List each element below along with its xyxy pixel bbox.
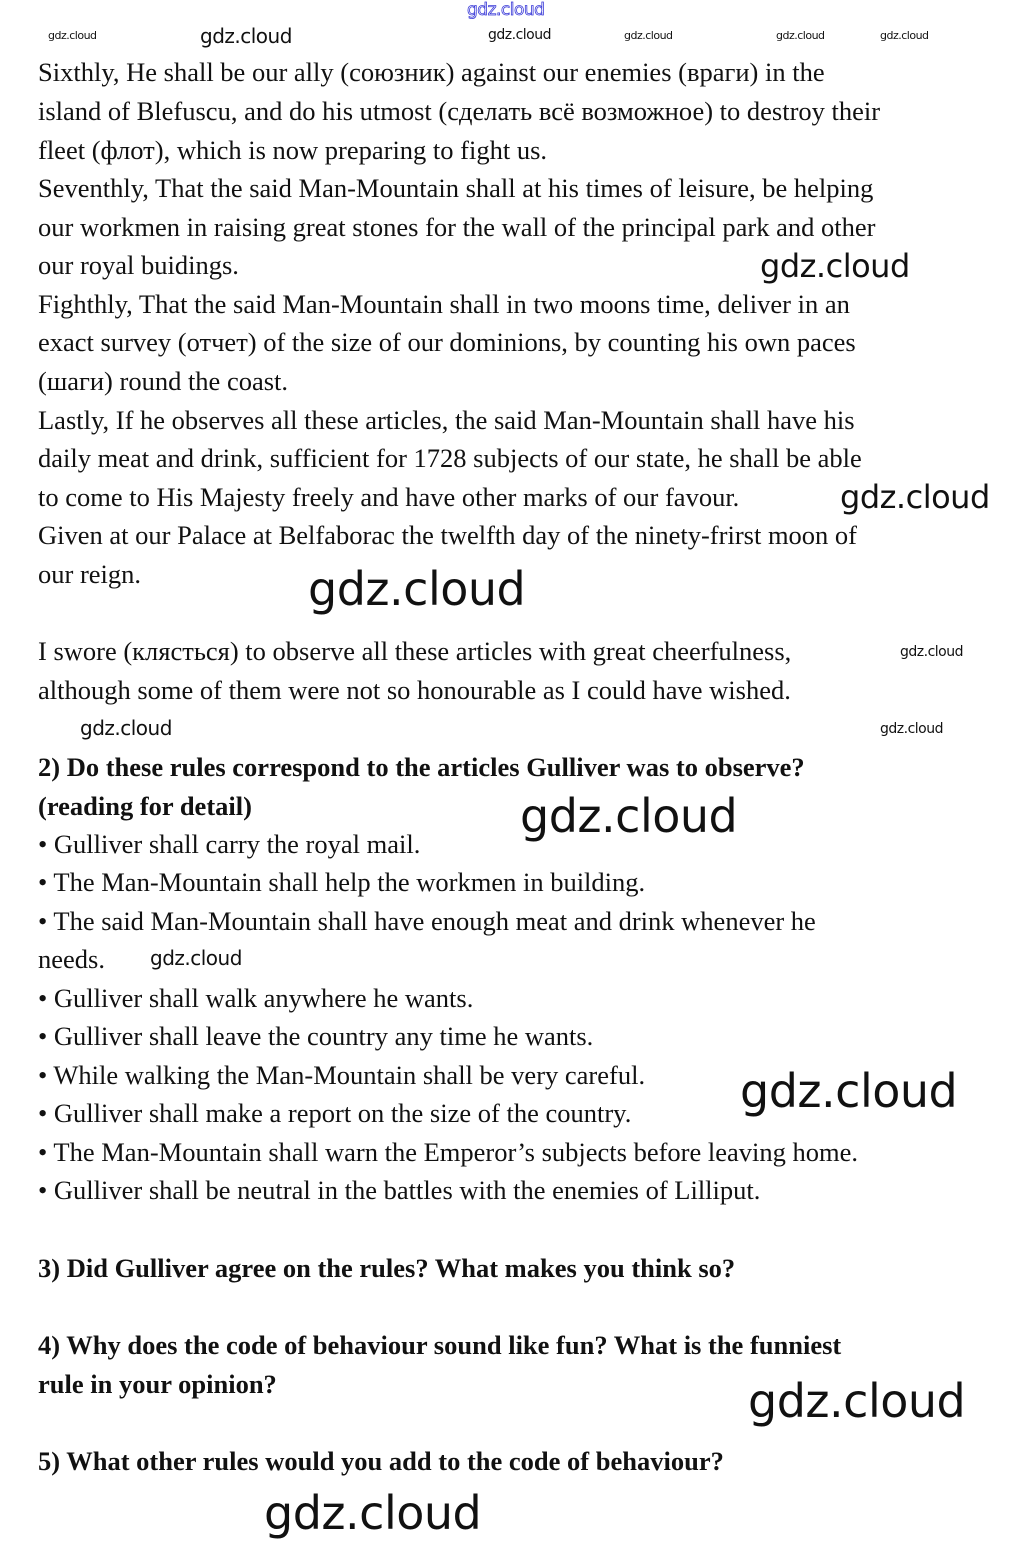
top-watermark: gdz.cloud xyxy=(467,0,545,20)
text-line: (шаги) round the coast. xyxy=(38,366,289,396)
rule-item: • While walking the Man-Mountain shall be very careful. xyxy=(38,1060,646,1090)
task-2-title: 2) Do these rules correspond to the articles Gulliver was to observe? xyxy=(38,752,805,782)
watermark: gdz.cloud xyxy=(776,29,825,42)
rule-item: • Gulliver shall carry the royal mail. xyxy=(38,829,421,859)
watermark: gdz.cloud xyxy=(740,1064,958,1118)
watermark: gdz.cloud xyxy=(760,247,910,285)
watermark: gdz.cloud xyxy=(264,1486,482,1540)
watermark: gdz.cloud xyxy=(200,24,292,48)
watermark: gdz.cloud xyxy=(48,29,97,42)
text-line: I swore (клясться) to observe all these articles with great cheerfulness, xyxy=(38,636,792,666)
text-line: to come to His Majesty freely and have other marks of our favour. xyxy=(38,482,740,512)
watermark: gdz.cloud xyxy=(520,789,738,843)
rule-item: • The said Man-Mountain shall have enough meat and drink whenever he xyxy=(38,906,816,936)
text-line: daily meat and drink, sufficient for 1728 subjects of our state, he shall be able xyxy=(38,443,862,473)
watermark: gdz.cloud xyxy=(880,29,929,42)
text-line: fleet (флот), which is now preparing to fight us. xyxy=(38,135,548,165)
rule-item: • Gulliver shall make a report on the size of the country. xyxy=(38,1098,632,1128)
rule-item: • Gulliver shall be neutral in the battles with the enemies of Lilliput. xyxy=(38,1175,761,1205)
rule-item: • The Man-Mountain shall help the workmen in building. xyxy=(38,867,646,897)
text-line: our reign. xyxy=(38,559,142,589)
text-line: island of Blefuscu, and do his utmost (сделать всё возможное) to destroy their xyxy=(38,96,881,126)
watermark: gdz.cloud xyxy=(624,29,673,42)
rule-item: • Gulliver shall leave the country any time he wants. xyxy=(38,1021,594,1051)
task-3: 3) Did Gulliver agree on the rules? What makes you think so? xyxy=(38,1253,736,1283)
watermark: gdz.cloud xyxy=(840,478,990,516)
text-line: our royal buidings. xyxy=(38,250,239,280)
text-line: exact survey (отчет) of the size of our dominions, by counting his own paces xyxy=(38,327,856,357)
watermark: gdz.cloud xyxy=(308,562,526,616)
text-line: Given at our Palace at Belfaborac the twelfth day of the ninety-frirst moon of xyxy=(38,520,858,550)
watermark: gdz.cloud xyxy=(150,946,242,970)
task-4: rule in your opinion? xyxy=(38,1369,277,1399)
text-line: although some of them were not so honourable as I could have wished. xyxy=(38,675,791,705)
rule-item: • The Man-Mountain shall warn the Emperor’s subjects before leaving home. xyxy=(38,1137,859,1167)
watermark: gdz.cloud xyxy=(880,721,943,737)
text-line: Lastly, If he observes all these articles, the said Man-Mountain shall have his xyxy=(38,405,855,435)
rule-item: • Gulliver shall walk anywhere he wants. xyxy=(38,983,474,1013)
watermark: gdz.cloud xyxy=(488,27,551,43)
task-2-subtitle: (reading for detail) xyxy=(38,791,252,821)
task-5: 5) What other rules would you add to the code of behaviour? xyxy=(38,1446,724,1476)
text-line: Fighthly, That the said Man-Mountain shall in two moons time, deliver in an xyxy=(38,289,850,319)
text-line: our workmen in raising great stones for the wall of the principal park and other xyxy=(38,212,876,242)
watermark: gdz.cloud xyxy=(80,716,172,740)
watermark: gdz.cloud xyxy=(748,1374,966,1428)
watermark: gdz.cloud xyxy=(900,644,963,660)
text-line: Sixthly, He shall be our ally (союзник) against our enemies (враги) in the xyxy=(38,57,825,87)
task-4: 4) Why does the code of behaviour sound like fun? What is the funniest xyxy=(38,1330,842,1360)
rule-item: needs. xyxy=(38,944,105,974)
text-line: Seventhly, That the said Man-Mountain shall at his times of leisure, be helping xyxy=(38,173,874,203)
